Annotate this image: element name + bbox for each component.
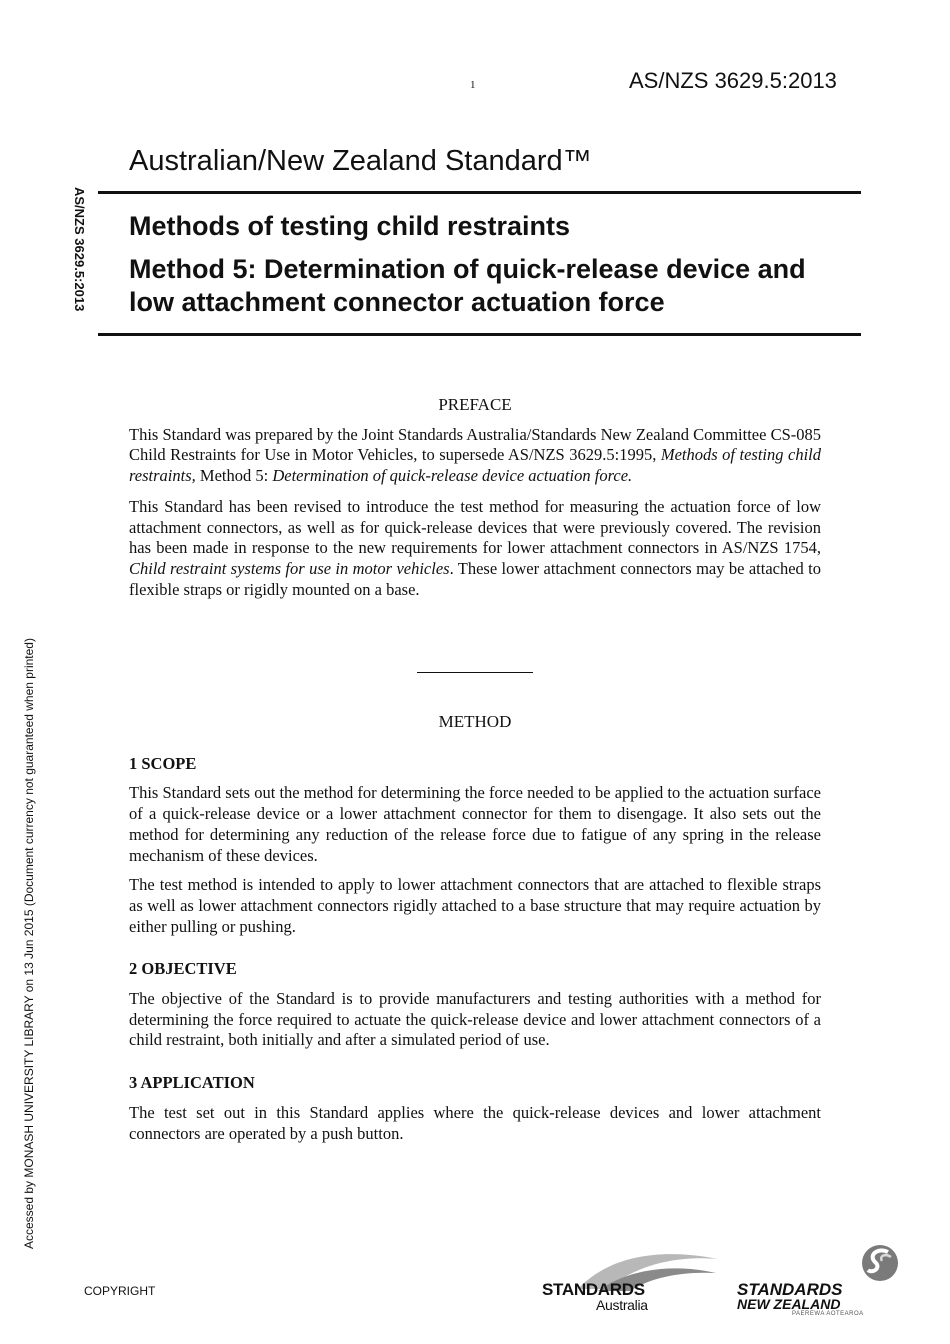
standards-new-zealand-logo [734, 1243, 904, 1318]
application-paragraph: The test set out in this Standard applies where the quick-release devices and lower attachment connectors are operated by a push button. [129, 1102, 821, 1143]
scope-paragraph-1: This Standard sets out the method for determining the force needed to be applied to the actuation surface of a quick-release device or a lower attachment connector for them to disengage. It also sets out the method for determining any reduction of the release force due to fatigue of any spring in the release mechanism of these devices. [129, 783, 821, 865]
preface-p1-method-ref: Determination of quick-release device actuation force. [272, 466, 633, 486]
standards-nz-swirl-icon [860, 1243, 900, 1283]
standards-australia-logo [538, 1247, 718, 1315]
title-top-rule [98, 191, 861, 194]
logo-snz-word-standards: STANDARDS [737, 1280, 843, 1299]
title-line-1: Methods of testing child restraints [129, 211, 571, 241]
preface-p2-text-c: . These lower attachment connectors may be attached to flexible straps or rigidly mounted on a base. [129, 558, 821, 599]
document-series-title: Australian/New Zealand Standard™ [129, 145, 592, 177]
preface-paragraph-2 [129, 497, 821, 601]
standard-id-header: AS/NZS 3629.5:2013 [629, 68, 837, 93]
scope-paragraph-2: The test method is intended to apply to lower attachment connectors that are attached to flexible straps as well as lower attachment connectors rigidly attached to a base structure that may require actuation by either pulling or pushing. [129, 875, 821, 936]
preface-paragraph-1 [129, 425, 821, 487]
document-title [129, 210, 849, 319]
scope-heading: 1 SCOPE [129, 753, 197, 773]
copyright-notice: COPYRIGHT [84, 1284, 156, 1298]
logo-snz-word-paerewa: PAEREWA AOTEAROA [792, 1311, 864, 1317]
preface-p2-text-a: This Standard has been revised to introduce the test method for measuring the actuation force of low attachment connectors, as well as for quick-release devices that were previously covered. The revision has been made in response to the new requirements for lower attachment connectors in AS/NZS 1754, [129, 496, 821, 558]
section-divider [417, 672, 533, 673]
title-bottom-rule [98, 333, 861, 336]
preface-p1-text-c: Method 5: [195, 466, 273, 486]
title-line-2: Method 5: Determination of quick-release device and low attachment connector actuation force [129, 254, 806, 317]
logo-snz-word-new-zealand: NEW ZEALAND [737, 1296, 841, 1312]
logo-sa-word-australia: Australia [596, 1297, 648, 1313]
preface-p1-text-a: This Standard was prepared by the Joint Standards Australia/Standards New Zealand Committee CS-085 Child Restraints for Use in Motor Vehicles, to supersede AS/NZS 3629.5:1995, [129, 424, 821, 465]
method-heading: METHOD [438, 712, 512, 731]
objective-heading: 2 OBJECTIVE [129, 959, 237, 979]
logo-sa-word-standards: STANDARDS [542, 1280, 645, 1299]
preface-p2-title-ref: Child restraint systems for use in motor vehicles [129, 558, 450, 578]
preface-section [129, 395, 821, 600]
spine-standard-id: AS/NZS 3629.5:2013 [72, 187, 87, 312]
preface-p1-title-ref: Methods of testing child restraints, [129, 445, 821, 486]
method-section [129, 712, 821, 1144]
preface-heading: PREFACE [438, 395, 512, 414]
application-heading: 3 APPLICATION [129, 1073, 255, 1093]
page-number: 1 [470, 79, 476, 91]
objective-paragraph: The objective of the Standard is to provide manufacturers and testing authorities with a method for determining the force required to actuate the quick-release device and lower attachment connectors of a child restraint, both initially and after a simulated period of use. [129, 989, 821, 1050]
access-note: Accessed by MONASH UNIVERSITY LIBRARY on 13 Jun 2015 (Document currency not guaranteed when printed) [22, 638, 36, 1249]
